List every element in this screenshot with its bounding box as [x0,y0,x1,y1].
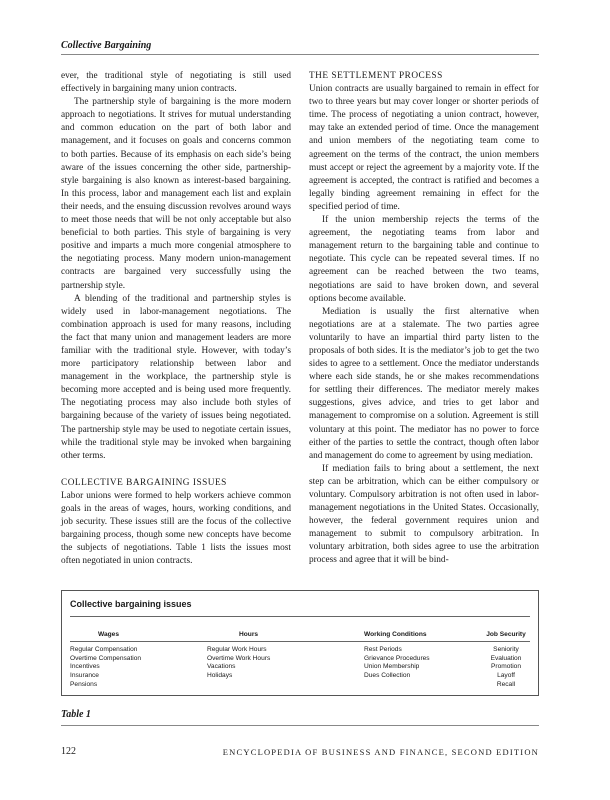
table-cell: Dues Collection [364,672,411,680]
table-column-wages [70,631,190,690]
table-cell: Overtime Compensation [70,654,142,662]
paragraph: If mediation fails to bring about a settlement, the next step can be arbitration, which can be either compulsory or voluntary. Compulsory arbitration is not often used in labor-management negotiations in the United States. Occasionally, however, the federal government requires union and management to submit to compulsory arbitration. In voluntary arbitration, both sides agree to use the arbitration process and agree that it will be bind- [309,463,539,566]
right-column [309,70,539,568]
table-cell: Seniority [493,645,519,653]
table-cell: Vacations [207,663,236,671]
table-cell: Evaluation [490,654,522,662]
paragraph: ever, the traditional style of negotiating is still used effectively in bargaining many union contracts. [61,71,291,95]
table-cell: Union Membership [364,663,420,671]
table-column-working-conditions [364,631,484,681]
table-cell: Insurance [70,672,99,680]
table-title: Collective bargaining issues [70,599,192,609]
column-header: Hours [239,631,259,638]
paragraph: Union contracts are usually bargained to remain in effect for two to three years but may cover longer or shorter periods of time. The process of negotiating a union contract, however, may take an extended period of time. Once the management and union members of the negotiating team come to agreement on the terms of the contract, the union members must accept or reject the agreement by a majority vote. If the agreement is accepted, the contract is ratified and becomes a legally binding agreement remaining in effect for the specified period of time. [309,84,539,212]
table-cell: Rest Periods [364,645,402,653]
issues-table [61,590,539,696]
table-cell: Recall [496,680,516,688]
running-head: Collective Bargaining [61,40,152,51]
caption-divider [61,725,539,726]
table-cell: Overtime Work Hours [207,654,271,662]
section-heading: COLLECTIVE BARGAINING ISSUES [61,477,227,488]
table-top-rule [70,616,530,617]
table-column-hours [207,631,327,681]
paragraph: Labor unions were formed to help workers achieve common goals in the areas of wages, hours, working conditions, and job security. These issues still are the focus of the collective bargaining process, though some new concepts have become the subjects of negotiations. Table 1 lists the issues most often negotiated in union contracts. [61,490,291,567]
table-cell: Regular Compensation [70,645,138,653]
publication-title: ENCYCLOPEDIA OF BUSINESS AND FINANCE, SECOND EDITION [222,747,539,757]
section-heading: THE SETTLEMENT PROCESS [309,71,443,81]
table-cell: Layoff [497,672,515,680]
table-cell: Grievance Procedures [364,654,430,662]
table-cell: Promotion [490,663,522,671]
header-divider [61,54,539,55]
paragraph: A blending of the traditional and partnership styles is widely used in labor-management negotiations. The combination approach is used for many reasons, including the fact that many union and management leaders are more familiar with the traditional style. However, with today’s more participatory relationship between labor and management in the workplace, the partnership style is becoming more accepted and is being used more frequently. The negotiating process may also include both styles of bargaining because of the variety of issues being negotiated. The partnership style may be used to negotiate certain issues, while the traditional style may be invoked when bargaining other terms. [61,293,291,461]
column-header: Wages [98,631,120,638]
paragraph: The partnership style of bargaining is the more modern approach to negotiations. It strives for mutual understanding and common education on the part of both labor and management, and it focuses on goals and concerns common to both parties. Because of its emphasis on each side’s being aware of the issues concerning the other side, partnership-style bargaining is also known as interest-based bargaining. In this process, labor and management each list and explain their needs, and the ensuing discussion revolves around ways to meet those needs that will be not only acceptable but also beneficial to both parties. This style of bargaining is very positive and imparts a much more congenial atmosphere to the negotiating process. Many modern union-management contracts are bargained very successfully using the partnership style. [61,97,291,291]
left-column [61,70,291,568]
column-header: Working Conditions [364,631,427,638]
column-header: Job Security [486,631,526,638]
page-number: 122 [61,746,76,757]
table-cell: Pensions [70,680,98,688]
paragraph: Mediation is usually the first alternative when negotiations are at a stalemate. The two parties agree voluntarily to have an impartial third party listen to the proposals of both sides. It is the mediator’s job to get the two sides to agree to a settlement. Once the mediator understands where each side stands, he or she makes recommendations for settling their differences. The mediator merely makes suggestions, gives advice, and tries to get labor and management to compromise on a solution. Agreement is still voluntary at this point. The mediator has no power to force either of the parties to settle the contract, though often labor and management do come to agreement by using mediation. [309,306,539,461]
table-column-job-security [482,631,530,690]
table-caption: Table 1 [61,709,91,720]
table-cell: Regular Work Hours [207,645,267,653]
table-cell: Holidays [207,672,233,680]
table-cell: Incentives [70,663,100,671]
paragraph: If the union membership rejects the terms of the agreement, the negotiating teams from labor and management return to the bargaining table and continue to negotiate. This cycle can be repeated several times. If no agreement can be reached between the two teams, negotiations are said to have broken down, and several options become available. [309,215,539,304]
